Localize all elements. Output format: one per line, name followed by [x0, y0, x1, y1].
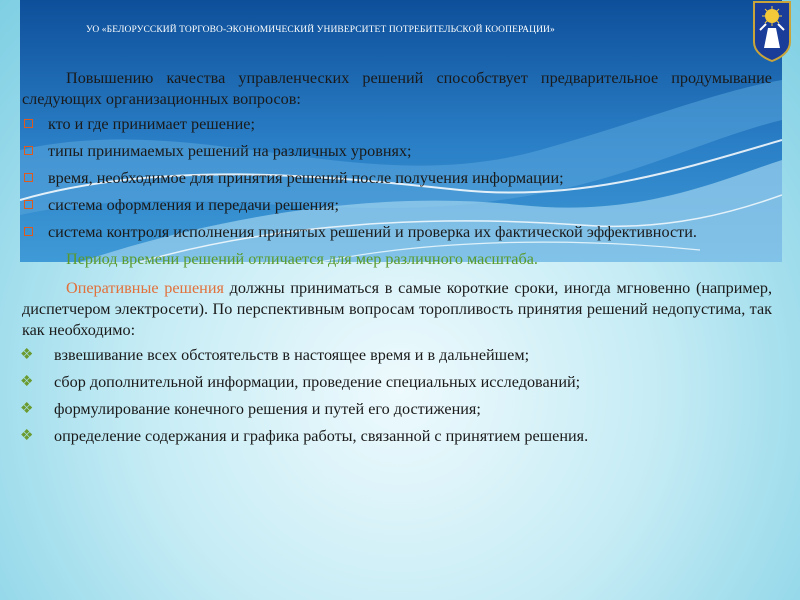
square-bullet-icon [24, 146, 33, 155]
square-bullet-icon [24, 173, 33, 182]
list-item: ❖ формулирование конечного решения и путей его достижения; [20, 400, 481, 418]
operational-highlight: Оперативные решения [66, 279, 224, 297]
requirements-list [20, 345, 772, 447]
university-header: УО «БЕЛОРУССКИЙ ТОРГОВО-ЭКОНОМИЧЕСКИЙ УНИВЕРСИТЕТ ПОТРЕБИТЕЛЬСКОЙ КООПЕРАЦИИ» [86, 25, 555, 35]
university-emblem-icon [752, 0, 792, 62]
questions-list [22, 114, 772, 243]
list-item: ❖ сбор дополнительной информации, проведение специальных исследований; [20, 373, 581, 391]
diamond-bullet-icon: ❖ [20, 401, 34, 417]
period-line: Период времени решений отличается для мер различного масштаба. [66, 250, 538, 268]
slide-content [22, 68, 772, 453]
square-bullet-icon [24, 200, 33, 209]
diamond-bullet-icon: ❖ [20, 374, 34, 390]
diamond-bullet-icon: ❖ [20, 428, 34, 444]
list-item: типы принимаемых решений на различных уровнях; [22, 141, 772, 162]
square-bullet-icon [24, 227, 33, 236]
operational-text: должны приниматься в самые короткие сроки, иногда мгновенно (например, диспетчером электросети). По перспективным вопросам торопливость принятия решений недопустима, так как необходимо: [22, 279, 773, 339]
list-item: кто и где принимает решение; [22, 114, 772, 135]
operational-paragraph [22, 278, 772, 341]
intro-paragraph: Повышению качества управленческих решений способствует предварительное продумывание следующих организационных вопросов: [22, 69, 772, 108]
list-item: ❖ взвешивание всех обстоятельств в настоящее время и в дальнейшем; [20, 346, 530, 364]
list-item: время, необходимое для принятия решений после получения информации; [22, 168, 772, 189]
list-item: система оформления и передачи решения; [22, 195, 772, 216]
list-item: ❖ определение содержания и графика работы, связанной с принятием решения. [20, 427, 589, 445]
diamond-bullet-icon: ❖ [20, 347, 34, 363]
list-item: система контроля исполнения принятых решений и проверка их фактической эффективности. [22, 222, 772, 243]
square-bullet-icon [24, 119, 33, 128]
